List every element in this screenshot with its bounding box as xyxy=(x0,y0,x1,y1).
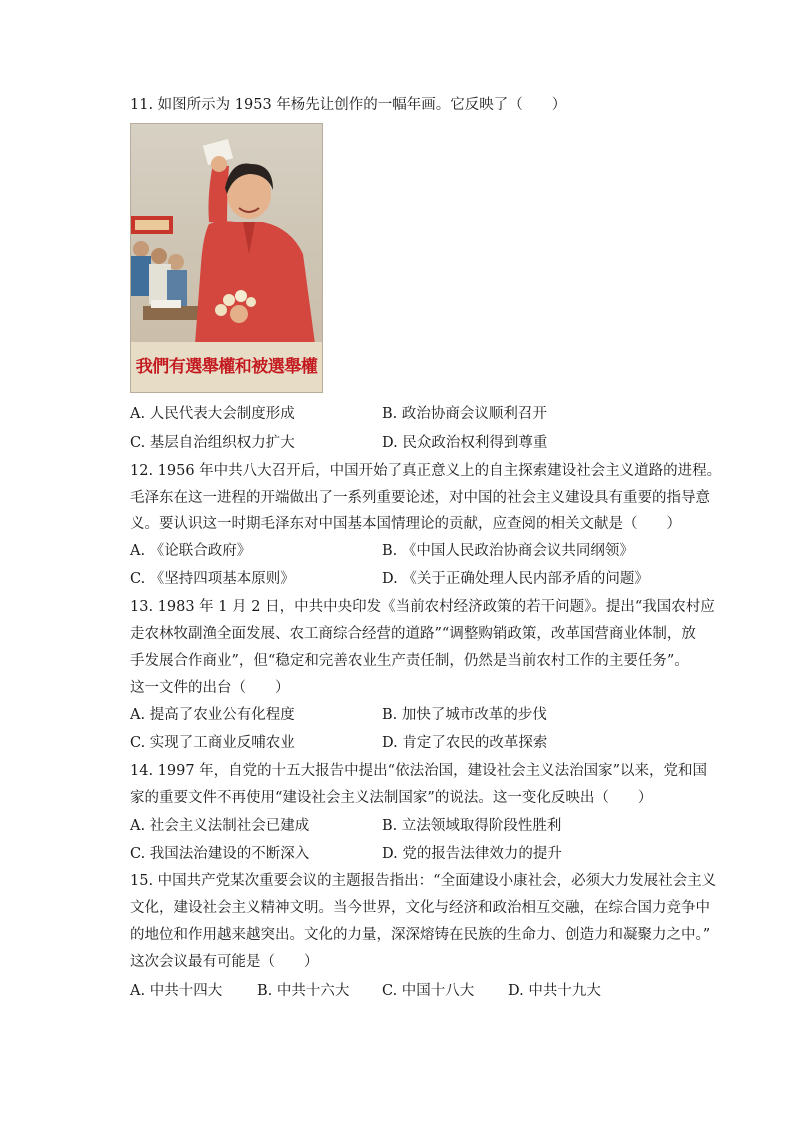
poster-caption: 我們有選舉權和被選舉權 xyxy=(131,342,322,392)
q15-option-c[interactable]: C. 中国十八大 xyxy=(382,983,475,999)
q14-stem-line-2: 家的重要文件不再使用“建设社会主义法制国家”的说法。这一变化反映出（ ） xyxy=(130,790,653,806)
q15-stem-line-1: 15. 中国共产党某次重要会议的主题报告指出：“全面建设小康社会，必须大力发展社会主义 xyxy=(130,873,717,889)
q11-option-b[interactable]: B. 政治协商会议顺利召开 xyxy=(382,406,547,422)
poster-image xyxy=(130,123,323,393)
q14-option-a[interactable]: A. 社会主义法制社会已建成 xyxy=(130,818,310,834)
q15-option-d[interactable]: D. 中共十九大 xyxy=(508,983,601,999)
q13-option-b[interactable]: B. 加快了城市改革的步伐 xyxy=(382,707,547,723)
q11-option-a[interactable]: A. 人民代表大会制度形成 xyxy=(130,406,295,422)
poster-illustration xyxy=(131,124,323,344)
q14-option-d[interactable]: D. 党的报告法律效力的提升 xyxy=(382,846,562,862)
q13-stem-line-1: 13. 1983 年 1 月 2 日，中共中央印发《当前农村经济政策的若干问题》。提出“我国农村应 xyxy=(130,599,715,615)
q12-option-d[interactable]: D. 《关于正确处理人民内部矛盾的问题》 xyxy=(382,571,649,587)
q14-option-c[interactable]: C. 我国法治建设的不断深入 xyxy=(130,846,310,862)
q13-stem-line-4: 这一文件的出台（ ） xyxy=(130,680,290,696)
q15-stem-line-4: 这次会议最有可能是（ ） xyxy=(130,954,319,970)
q11-option-d[interactable]: D. 民众政治权利得到尊重 xyxy=(382,435,548,451)
q12-stem-line-1: 12. 1956 年中共八大召开后，中国开始了真正意义上的自主探索建设社会主义道路的进程。 xyxy=(130,463,722,479)
q12-stem-line-3: 义。要认识这一时期毛泽东对中国基本国情理论的贡献，应查阅的相关文献是（ ） xyxy=(130,516,681,532)
q14-stem-line-1: 14. 1997 年，自党的十五大报告中提出“依法治国，建设社会主义法治国家”以来，党和国 xyxy=(130,763,708,779)
q13-stem-line-2: 走农林牧副渔全面发展、农工商综合经营的道路”“调整购销政策，改革国营商业体制，放 xyxy=(130,626,696,642)
q12-option-b[interactable]: B. 《中国人民政治协商会议共同纲领》 xyxy=(382,543,634,559)
q13-option-d[interactable]: D. 肯定了农民的改革探索 xyxy=(382,735,548,751)
q15-option-b[interactable]: B. 中共十六大 xyxy=(257,983,350,999)
q12-stem-line-2: 毛泽东在这一进程的开端做出了一系列重要论述，对中国的社会主义建设具有重要的指导意 xyxy=(130,490,710,506)
q13-option-a[interactable]: A. 提高了农业公有化程度 xyxy=(130,707,295,723)
q15-stem-line-2: 文化，建设社会主义精神文明。当今世界，文化与经济和政治相互交融，在综合国力竞争中 xyxy=(130,900,710,916)
q12-option-a[interactable]: A. 《论联合政府》 xyxy=(130,543,252,559)
q14-option-b[interactable]: B. 立法领域取得阶段性胜利 xyxy=(382,818,562,834)
q13-option-c[interactable]: C. 实现了工商业反哺农业 xyxy=(130,735,295,751)
q15-option-a[interactable]: A. 中共十四大 xyxy=(130,983,223,999)
q11-option-c[interactable]: C. 基层自治组织权力扩大 xyxy=(130,435,295,451)
q15-stem-line-3: 的地位和作用越来越突出。文化的力量，深深熔铸在民族的生命力、创造力和凝聚力之中。” xyxy=(130,927,711,943)
q13-stem-line-3: 手发展合作商业”，但“稳定和完善农业生产责任制，仍然是当前农村工作的主要任务”。 xyxy=(130,653,689,669)
q11-stem: 11. 如图所示为 1953 年杨先让创作的一幅年画。它反映了（ ） xyxy=(130,97,567,113)
q12-option-c[interactable]: C. 《坚持四项基本原则》 xyxy=(130,571,295,587)
